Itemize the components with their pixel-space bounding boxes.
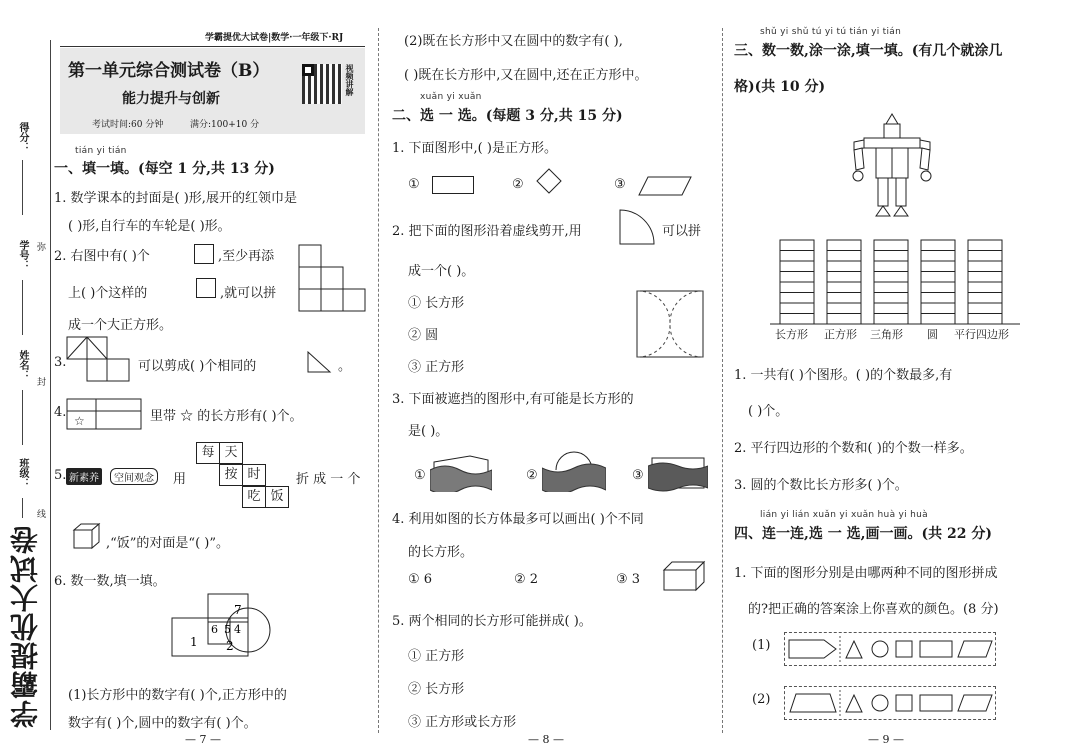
chart-label-circle: 圆: [927, 328, 938, 341]
s2-q4-cuboid: [662, 560, 706, 592]
chart-cell[interactable]: [921, 314, 955, 325]
chart-cell[interactable]: [968, 272, 1002, 283]
class-label: 班级：: [17, 458, 28, 488]
s2-q3-figure-2: [542, 450, 606, 492]
q6-num-4: 4: [234, 623, 241, 636]
chart-cell[interactable]: [827, 282, 861, 293]
chart-cell[interactable]: [874, 293, 908, 304]
s2-q4-line-b: 的长方形。: [408, 545, 474, 560]
chart-cell[interactable]: [827, 314, 861, 325]
robot-figure: [850, 112, 934, 218]
q4-number: 4.: [54, 405, 67, 420]
s2-q4-opt3: ③ 3: [616, 572, 641, 587]
q6-title: 6. 数一数,填一填。: [54, 574, 166, 589]
counting-chart: [770, 238, 1020, 328]
chart-cell[interactable]: [921, 282, 955, 293]
q5-cell-1: 每: [196, 442, 220, 464]
s1-pinyin: tián yi tián: [75, 146, 127, 156]
s4-pinyin: lián yi lián xuǎn yi xuǎn huà yi huà: [760, 510, 928, 520]
fold-char-2: 封: [37, 378, 47, 388]
chart-cell[interactable]: [827, 240, 861, 251]
exam-time: 考试时间:60 分钟: [92, 120, 164, 130]
name-label: 姓名：: [17, 350, 28, 380]
s4-row1-label: (1): [752, 638, 771, 653]
s2-q4-opt2: ② 2: [514, 572, 539, 587]
q2-line-b-1: 上( )个这样的: [68, 286, 148, 301]
q3-text: 可以剪成( )个相同的: [138, 359, 257, 374]
chart-cell[interactable]: [968, 293, 1002, 304]
s2-q1-parallelogram: [638, 176, 692, 196]
page-number-8: — 8 —: [528, 733, 564, 746]
chart-cell[interactable]: [874, 303, 908, 314]
chart-cell[interactable]: [780, 272, 814, 283]
chart-cell[interactable]: [968, 240, 1002, 251]
q6-1-line-a: (1)长方形中的数字有( )个,正方形中的: [68, 688, 287, 703]
s2-q5: 5. 两个相同的长方形可能拼成( )。: [392, 614, 592, 629]
q5-cell-4: 时: [242, 464, 266, 486]
chart-cell[interactable]: [827, 272, 861, 283]
q3-end: 。: [338, 359, 352, 374]
chart-cell[interactable]: [780, 314, 814, 325]
s2-q2-dashed-square: [636, 290, 704, 358]
s2-q3-figure-1: [430, 452, 492, 492]
chart-cell[interactable]: [921, 240, 955, 251]
chart-cell[interactable]: [921, 293, 955, 304]
q4-text: 里带 ☆ 的长方形有( )个。: [150, 409, 303, 424]
s2-pinyin: xuǎn yi xuǎn: [420, 92, 482, 102]
s4-row2-shapes: [786, 688, 996, 718]
column-divider-1: [378, 28, 379, 733]
test-subtitle: 能力提升与创新: [122, 91, 220, 107]
s2-q2-line-a: 2. 把下面的图形沿着虚线剪开,用: [392, 224, 582, 239]
s2-q1-diamond: [536, 168, 562, 194]
s4-q1-line-b: 的?把正确的答案涂上你喜欢的颜色。(8 分): [748, 602, 999, 617]
q2-staircase-figure: [298, 244, 368, 312]
chart-cell[interactable]: [968, 282, 1002, 293]
chart-cell[interactable]: [921, 261, 955, 272]
chart-label-triangle: 三角形: [870, 328, 903, 341]
chart-cell[interactable]: [968, 314, 1002, 325]
s2-q5-opt1: ① 正方形: [408, 649, 465, 664]
s2-q4-opt1: ① 6: [408, 572, 433, 587]
s2-q4-line-a: 4. 利用如图的长方体最多可以画出( )个不同: [392, 512, 644, 527]
chart-cell[interactable]: [968, 251, 1002, 262]
s2-q1-opt1: ①: [408, 177, 420, 192]
s2-q3-line-a: 3. 下面被遮挡的图形中,有可能是长方形的: [392, 392, 634, 407]
q6-overlap-figure: [168, 590, 288, 670]
q5-cube-icon: [72, 522, 102, 550]
s2-q1-opt3: ③: [614, 177, 626, 192]
s4-title: 四、连一连,选 一 选,画一画。(共 22 分): [734, 526, 992, 542]
chart-cell[interactable]: [968, 303, 1002, 314]
q6-1-line-b: 数字有( )个,圆中的数字有( )个。: [68, 716, 257, 731]
fold-char-1: 弥: [37, 243, 47, 253]
page-number-9: — 9 —: [868, 733, 904, 746]
full-score: 满分:100+10 分: [190, 120, 260, 130]
s2-q1-rectangle: [432, 176, 474, 194]
s3-title-b: 格)(共 10 分): [734, 79, 826, 95]
chart-cell[interactable]: [780, 282, 814, 293]
qr-note: 视频讲解: [345, 64, 355, 96]
chart-cell[interactable]: [874, 282, 908, 293]
q5-cell-5: 吃: [242, 486, 266, 508]
s3-title-a: 三、数一数,涂一涂,填一填。(有几个就涂几: [734, 43, 1003, 59]
chart-cell[interactable]: [968, 261, 1002, 272]
s4-row2-label: (2): [752, 692, 771, 707]
header-divider: [60, 46, 365, 47]
s2-q3-opt1: ①: [414, 468, 426, 483]
s3-q1-line-b: ( )个。: [748, 404, 789, 419]
q2-line-a-2: ,至少再添: [218, 249, 275, 264]
q3-net-figure: [66, 336, 132, 384]
chart-cell[interactable]: [874, 261, 908, 272]
chart-cell[interactable]: [827, 251, 861, 262]
s2-title: 二、选 一 选。(每题 3 分,共 15 分): [392, 108, 623, 124]
s3-q1-line-a: 1. 一共有( )个图形。( )的个数最多,有: [734, 368, 953, 383]
chart-cell[interactable]: [780, 261, 814, 272]
chart-label-rectangle: 长方形: [775, 328, 808, 341]
q5-tag-spatial: 空间观念: [110, 468, 158, 485]
s2-q2-opt1: ① 长方形: [408, 296, 465, 311]
chart-cell[interactable]: [874, 240, 908, 251]
q2-square-icon-2: [196, 278, 216, 298]
chart-cell[interactable]: [921, 251, 955, 262]
s2-q2-quarter-circle: [618, 208, 656, 246]
chart-label-square: 正方形: [824, 328, 857, 341]
q5-line-b: ,“饭”的对面是“( )”。: [106, 536, 229, 551]
s2-q3-opt2: ②: [526, 468, 538, 483]
s2-q2-line-a-end: 可以拼: [662, 224, 702, 239]
s2-q3-line-b: 是( )。: [408, 424, 449, 439]
q1-line-b: ( )形,自行车的车轮是( )形。: [68, 219, 231, 234]
s2-q2-opt3: ③ 正方形: [408, 360, 465, 375]
q5-cell-2: 天: [219, 442, 243, 464]
chart-cell[interactable]: [874, 314, 908, 325]
chart-cell[interactable]: [780, 240, 814, 251]
s4-q1-line-a: 1. 下面的图形分别是由哪两种不同的图形拼成: [734, 566, 998, 581]
q5-cell-6: 饭: [265, 486, 289, 508]
chart-cell[interactable]: [921, 303, 955, 314]
q1-line-a: 1. 数学课本的封面是( )形,展开的红领巾是: [54, 191, 297, 206]
q6-num-2: 2: [226, 639, 234, 653]
q5-number: 5.: [54, 468, 67, 483]
s1-title: 一、填一填。(每空 1 分,共 13 分): [54, 161, 275, 177]
q5-cell-3: 按: [219, 464, 243, 486]
chart-cell[interactable]: [827, 261, 861, 272]
s4-row1-shapes: [786, 634, 996, 664]
chart-cell[interactable]: [827, 303, 861, 314]
chart-cell[interactable]: [780, 293, 814, 304]
test-title: 第一单元综合测试卷（B）: [68, 61, 270, 81]
s2-q5-opt2: ② 长方形: [408, 682, 465, 697]
s3-pinyin: shǔ yi shǔ tú yi tú tián yi tián: [760, 27, 902, 37]
fold-char-3: 线: [37, 510, 47, 520]
s2-q5-opt3: ③ 正方形或长方形: [408, 715, 517, 730]
column-divider-2: [722, 28, 723, 733]
s2-q3-opt3: ③: [632, 468, 644, 483]
q3-triangle-icon: [306, 350, 332, 374]
p2-q6-2-line-a: (2)既在长方形中又在圆中的数字有( ),: [404, 34, 623, 49]
s2-q1-opt2: ②: [512, 177, 524, 192]
q5-use: 用: [173, 472, 187, 487]
q5-tag-new-literacy: 新素养: [66, 468, 102, 485]
score-label: 得分：: [17, 122, 28, 152]
s2-q1: 1. 下面图形中,( )是正方形。: [392, 141, 557, 156]
chart-cell[interactable]: [780, 303, 814, 314]
s2-q2-opt2: ② 圆: [408, 328, 439, 343]
q6-num-5: 5: [224, 623, 231, 636]
s2-q3-figure-3: [648, 452, 708, 492]
q3-number: 3.: [54, 355, 67, 370]
q2-line-b-2: ,就可以拼: [220, 286, 277, 301]
brand-logo: 学霸提优大试卷: [9, 525, 42, 728]
q6-num-7: 7: [234, 603, 242, 617]
chart-cell[interactable]: [921, 272, 955, 283]
p2-q6-2-line-b: ( )既在长方形中,又在圆中,还在正方形中。: [404, 68, 648, 83]
s3-q2: 2. 平行四边形的个数和( )的个数一样多。: [734, 441, 973, 456]
page-number-7: — 7 —: [185, 733, 221, 746]
q2-square-icon: [194, 244, 214, 264]
student-id-label: 学号：: [17, 240, 28, 270]
q2-line-a-1: 2. 右图中有( )个: [54, 249, 150, 264]
chart-cell[interactable]: [874, 251, 908, 262]
chart-label-parallelogram: 平行四边形: [954, 328, 1009, 341]
s2-q2-line-b: 成一个( )。: [408, 264, 475, 279]
q5-fold-text: 折 成 一 个: [296, 472, 361, 487]
s3-q3: 3. 圆的个数比长方形多( )个。: [734, 478, 908, 493]
chart-cell[interactable]: [780, 251, 814, 262]
q6-num-6: 6: [211, 623, 218, 636]
q4-star-icon: ☆: [74, 414, 85, 428]
chart-cell[interactable]: [874, 272, 908, 283]
q2-line-c: 成一个大正方形。: [68, 318, 173, 333]
qr-code-corner: [302, 64, 314, 76]
series-header: 学霸提优大试卷|数学·一年级下·RJ: [205, 33, 344, 43]
chart-cell[interactable]: [827, 293, 861, 304]
q6-num-1: 1: [190, 635, 198, 649]
